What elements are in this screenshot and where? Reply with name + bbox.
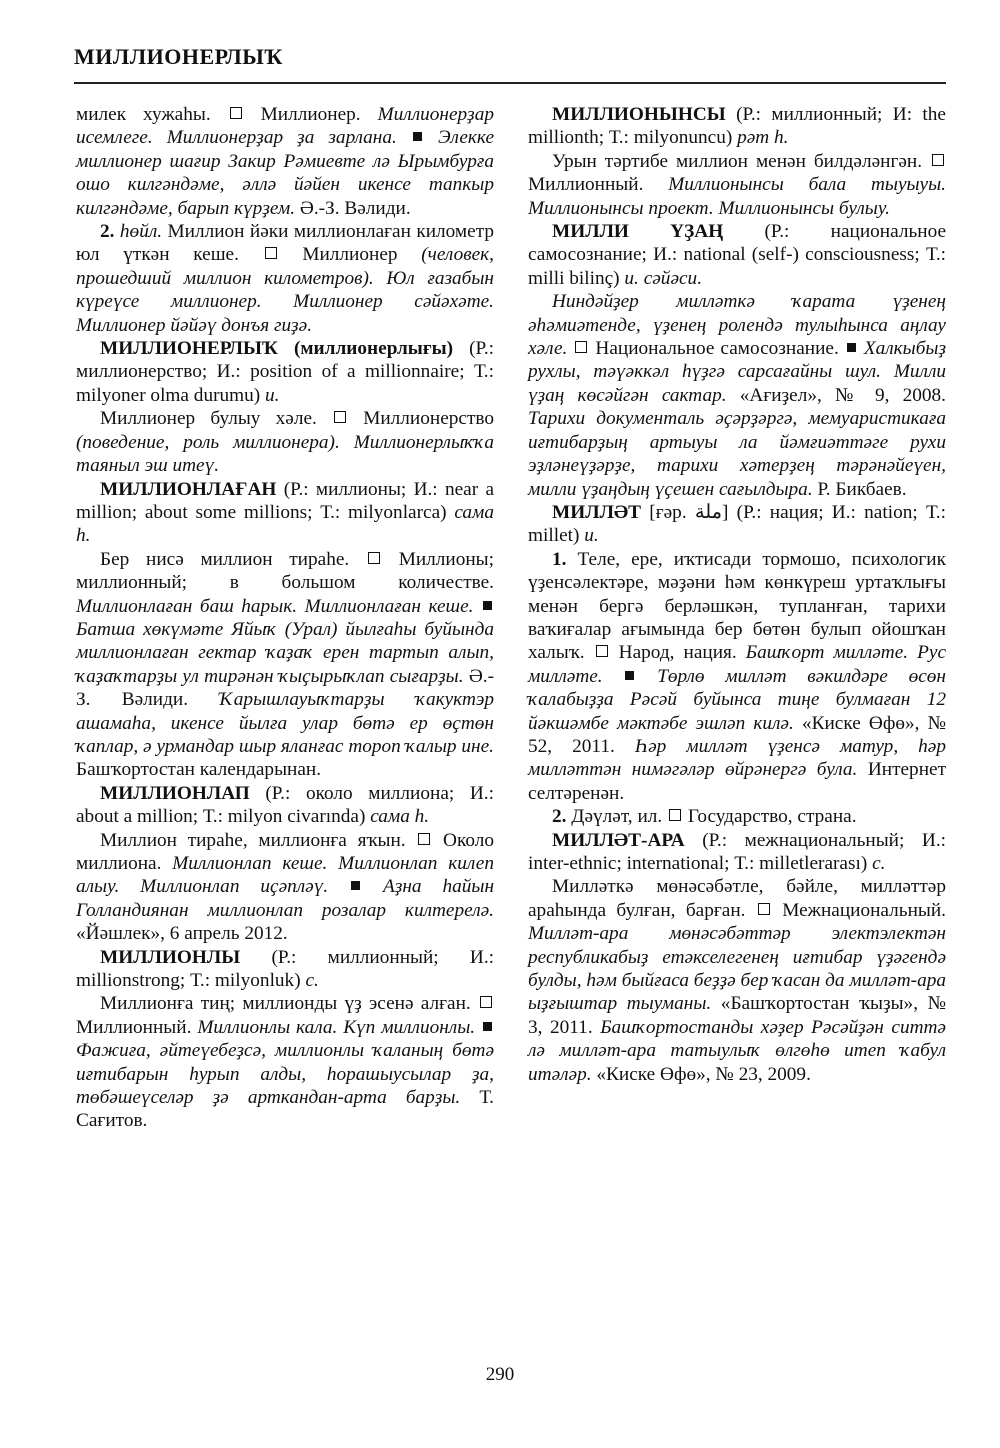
entry-millet: МИЛЛӘТ [ғәр. ملة] (Р.: нация; И.: nation; Т.: millet) и. [528, 501, 946, 547]
header-rule [74, 82, 946, 84]
citation-marker-icon [483, 1022, 492, 1031]
russian-equivalent-marker-icon [265, 247, 277, 259]
entry-millionlap-definition: Миллион тираһе, миллионға яҡын. Около миллиона. Миллионлап кеше. Миллионлап килеп алыу. Миллионлап иҫәпләү. Аҙна һайын Голландиянан миллионлап розалар килтерелә. «Йәшлек», 6 апрель 2012. [76, 829, 495, 945]
russian-equivalent-marker-icon [596, 645, 608, 657]
headword: МИЛЛИОНЫНСЫ [552, 104, 726, 125]
right-column [528, 103, 946, 1086]
entry-millionlagan: МИЛЛИОНЛАҒАН (Р.: миллионы; И.: near a million; about some millions; Т.: milyonlarca) сама h. [76, 478, 494, 547]
entry-millionynsy: МИЛЛИОНЫНСЫ (Р.: миллионный; И: the millionth; Т.: milyonuncu) рәт h. [528, 104, 946, 149]
entry-millionynsy-definition: Урын тәртибе миллион менән билдәләнгән. Миллионный. Миллионынсы бала тыуыуы. Миллионынсы проект. Миллионынсы булыу. [528, 150, 946, 219]
entry-millionly-definition: Миллионға тиң; миллионды үҙ эсенә алған. Миллионный. Миллионлы кала. Күп миллионлы. Фажиға, әйтеүебеҙсә, миллионлы ҡаланың бөтә иғтибарын һурып алды, һорашыусылар ҙа, төбәшеүселәр ҙә арткандан-арта барҙы. Т. Сағитов. [76, 993, 494, 1132]
citation-marker-icon [483, 601, 492, 610]
citation-marker-icon [351, 881, 360, 890]
headword: МИЛЛИОНЛЫ [100, 946, 241, 968]
russian-equivalent-marker-icon [230, 107, 242, 119]
headword: МИЛЛИОНЛАП [100, 782, 250, 804]
russian-equivalent-marker-icon [480, 996, 492, 1008]
running-head-title: МИЛЛИОНЕРЛЫҠ [74, 44, 284, 69]
entry-millet-sense-1: 1. Теле, ере, иҡтисади тормошо, психологик үҙенсәлектәре, мәҙәни һәм көнкүреш уртаҡлығы менән бергә берләшкән, тупланған, тарихи ваҡиғалар ағымында бер бөтөн булып ойошҡан халыҡ. Народ, нация. Башҡорт милләте. Рус милләте. Төрлө милләт вәкилдәре өсөн ҡалабыҙҙа Рәсәй буйынса тиңе булмаған 12 йәкшәмбе мәктәбе эшләп килә. «Киске Өфө», № 52, 2011. Һәр милләт үҙенсә матур, һәр милләттән нимәгәләр өйрәнергә була. Интернет селтәренән. [528, 548, 946, 804]
citation-marker-icon [625, 671, 634, 680]
running-header [74, 44, 942, 70]
headword: МИЛЛӘТ [552, 501, 642, 523]
headword: МИЛЛИОНЕРЛЫҠ (миллионерлығы) [100, 338, 454, 360]
russian-equivalent-marker-icon [669, 809, 681, 821]
entry-millionerlyk-definition: Миллионер булыу хәле. Миллионерство (поведение, роль миллионера). Миллионерлыҡҡа таяныл эш итеү. [76, 408, 494, 477]
russian-equivalent-marker-icon [758, 903, 770, 915]
russian-equivalent-marker-icon [575, 341, 587, 353]
sense-2: 2. һөйл. Миллион йәки миллионлаған километр юл үткән кеше. Миллионер (человек, прошедший миллион километров). Юл ғазабын күреүсе миллионер. Миллионер сәйәхәте. Миллионер йәйәү донъя гиҙә. [76, 221, 494, 336]
entry-millet-sense-2: 2. Дәүләт, ил. Государство, страна. [552, 806, 857, 828]
entry-continuation: милек хужаһы. Миллионер. Миллионерҙар исемлеге. Миллионерҙар ҙа зарлана. Элекке миллионер шағир Закир Рәмиевте лә Ырымбурға ошо килгәндәме, әллә йәйен икенсе тапкыр килгәндәме, барып күрҙем. Ә.-З. Вәлиди. [76, 104, 495, 219]
citation-marker-icon [413, 132, 422, 141]
entry-millet-ara: МИЛЛӘТ-АРА (Р.: межнациональный; И.: inter-ethnic; international; Т.: milletlerarası) с. [528, 829, 946, 874]
russian-equivalent-marker-icon [418, 833, 430, 845]
entry-milli-uzan: МИЛЛИ ҮҘАҢ (Р.: национальное самосознание; И.: national (self-) consciousness; Т.: milli bilinç) и. сәйәси. [528, 221, 947, 289]
russian-equivalent-marker-icon [334, 411, 346, 423]
entry-millionlagan-definition: Бер нисә миллион тираһе. Миллионы; миллионный; в большом количестве. Миллионлаған баш һарык. Миллионлаған кеше. Батша хөкүмәте Яйыҡ (Урал) йылғаһы буйында миллионлаған гектар ҡаҙаҡ ерен тартып алып, ҡаҙаҡтарҙы ул тирәнән ҡыҫырыҡлап сығарҙы. Ә.-З. Вәлиди. Ҡарышлауыҡтарҙы ҡакуктэр ашамаһа, икенсе йылға улар бөтә ер өҫтөн ҡаплар, ә урмандар шыр яланғас тороп ҡалыр ине. Башҡортостан календарынан. [76, 548, 495, 781]
entry-millionerlyk: МИЛЛИОНЕРЛЫҠ (миллионерлығы) (Р.: миллионерство; И.: position of a millionnaire; Т.: milyoner olma durumu) и. [76, 338, 494, 406]
page-number: 290 [485, 1364, 515, 1385]
headword: МИЛЛИ ҮҘАҢ [552, 221, 724, 243]
left-column [76, 103, 494, 1133]
arabic-etymon: ملة [694, 501, 722, 523]
entry-millionly: МИЛЛИОНЛЫ (Р.: миллионный; И.: millionstrong; Т.: milyonluk) с. [76, 946, 494, 992]
entry-millet-ara-definition: Милләткә мөнәсәбәтле, бәйле, милләттәр араһында булған, барған. Межнациональный. Милләт-ара мөнәсәбәттәр электэлектән республикабыҙ етәкселегенең иғтибар үҙәгендә булды, һәм быйғаса беҙҙә бер ҡасан да милләт-ара ыҙғыштар тыуманы. «Башҡортостан ҡыҙы», № 3, 2011. Башҡортостанды хәҙер Рәсәйҙән ситтә лә милләт-ара татыулыҡ өлгөһө итеп ҡабул итәләр. «Киске Өфө», № 23, 2009. [528, 876, 946, 1085]
russian-equivalent-marker-icon [932, 154, 944, 166]
headword: МИЛЛИОНЛАҒАН [100, 478, 277, 500]
russian-equivalent-marker-icon [368, 552, 380, 564]
citation-marker-icon [847, 343, 856, 352]
entry-millionlap: МИЛЛИОНЛАП (Р.: около миллиона; И.: about a million; Т.: milyon civarında) сама h. [76, 782, 494, 828]
entry-milli-uzan-definition: Ниндәйҙер милләткә ҡарата үҙенең әһәмиәтенде, үҙенең ролендә тулыһынса аңлау хәле. Национальное самосознание. Халкыбыҙ рухлы, тәүәккәл һүҙгә сарсағайны шул. Милли үҙаң көсәйгән сактар. «Ағиҙел», № 9, 2008. Тарихи документаль әҫәрҙәргә, мемуаристикаға иғтибарҙың артыуы ла йәмғиәттәге рухи эҙләнеүҙәрҙе, тарихи хәтерҙең тәрәнәйеүен, милли үҙаңдың үҫешен сағылдыра. Р. Бикбаев. [528, 291, 946, 500]
headword: МИЛЛӘТ-АРА [552, 829, 685, 851]
